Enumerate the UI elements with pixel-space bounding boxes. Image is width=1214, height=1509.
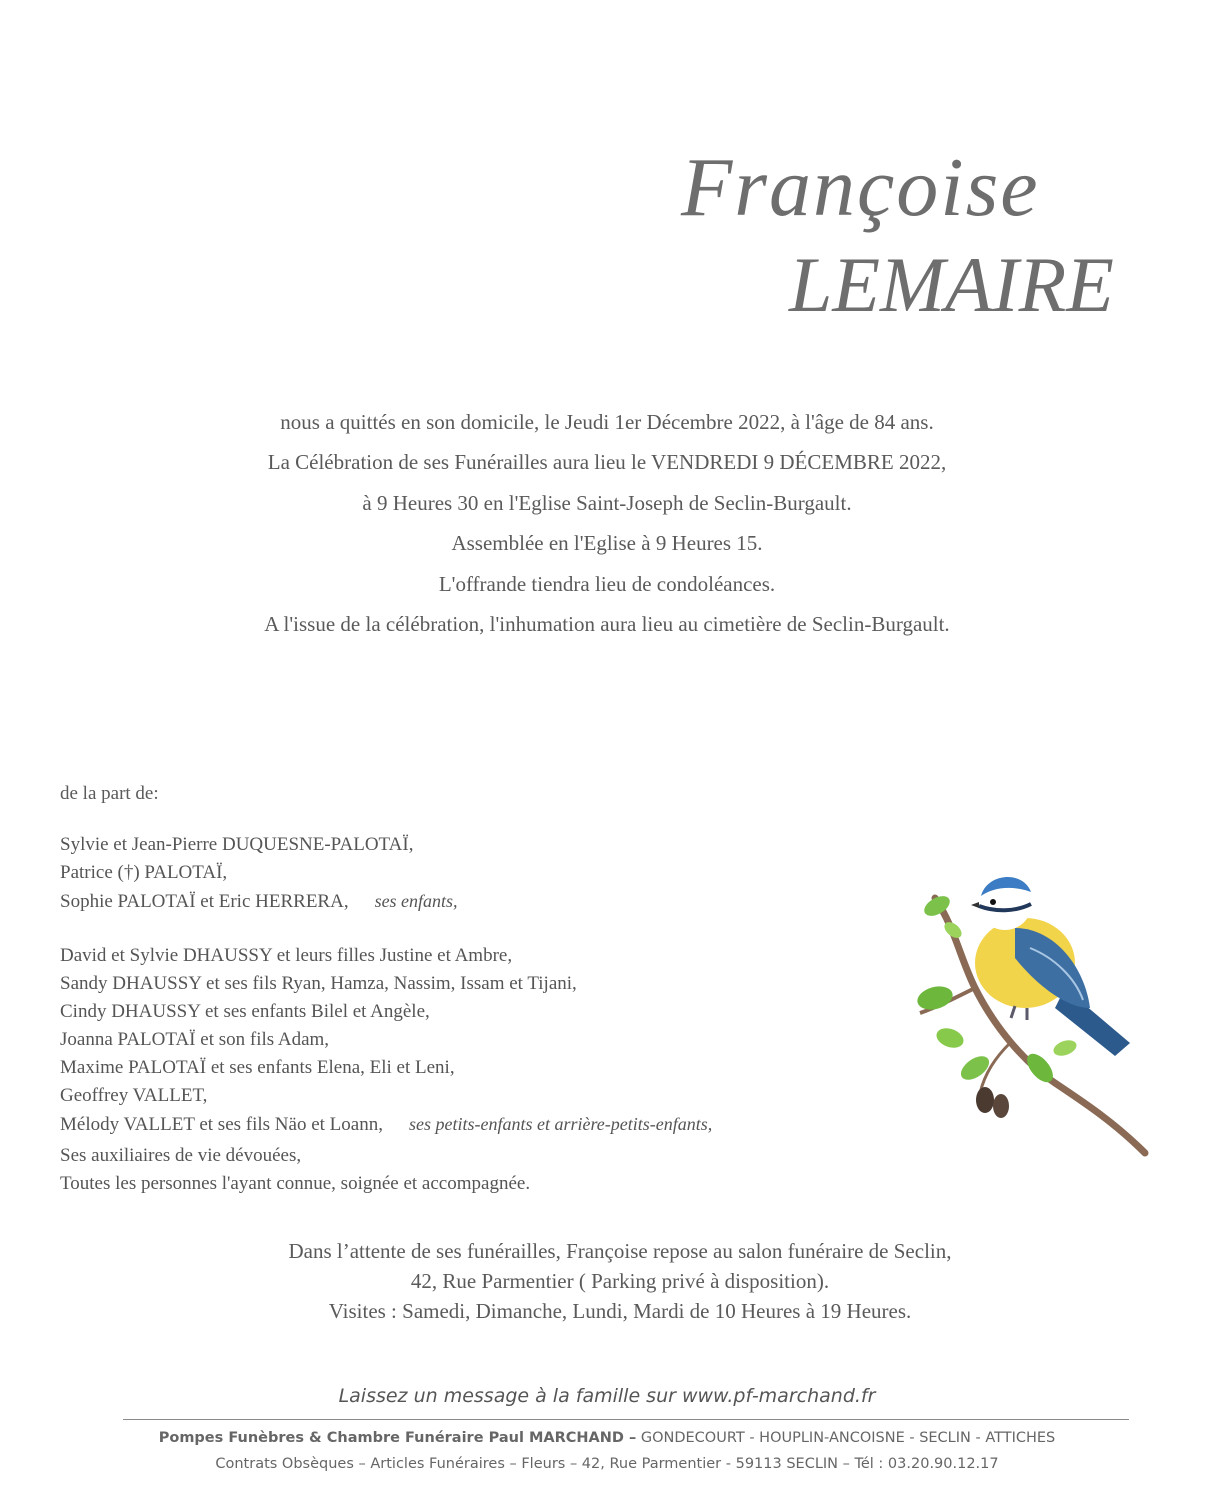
announcement-line: Assemblée en l'Eglise à 9 Heures 15. — [451, 531, 763, 556]
family-line: Cindy DHAUSSY et ses enfants Bilel et Angèle, — [60, 1001, 430, 1022]
condolence-message: Laissez un message à la famille sur www.pf-marchand.fr — [338, 1385, 876, 1407]
family-line: Sylvie et Jean-Pierre DUQUESNE-PALOTAÏ, — [60, 834, 414, 855]
family-line: Ses auxiliaires de vie dévouées, — [60, 1145, 302, 1166]
family-line: Sandy DHAUSSY et ses fils Ryan, Hamza, Nassim, Issam et Tijani, — [60, 973, 577, 994]
family-line: Patrice (†) PALOTAÏ, — [60, 862, 228, 883]
children-list — [60, 831, 458, 916]
blue-tit-bird-illustration — [915, 868, 1150, 1158]
footer-divider — [123, 1419, 1129, 1420]
wake-line: Dans l’attente de ses funérailles, Françoise repose au salon funéraire de Seclin, — [288, 1239, 952, 1263]
others-list — [60, 1142, 530, 1198]
family-line: Geoffrey VALLET, — [60, 1085, 208, 1106]
deceased-first-name: Françoise — [681, 141, 1040, 234]
wake-info — [120, 1236, 1120, 1326]
announcement-line: à 9 Heures 30 en l'Eglise Saint-Joseph de Seclin-Burgault. — [362, 490, 852, 515]
family-line: David et Sylvie DHAUSSY et leurs filles Justine et Ambre, — [60, 945, 513, 966]
announcement-block — [0, 402, 1214, 644]
family-line: Sophie PALOTAÏ et Eric HERRERA, ses enfants, — [60, 891, 458, 912]
family-line: Toutes les personnes l'ayant connue, soignée et accompagnée. — [60, 1173, 531, 1194]
footer-company-line — [0, 1430, 1214, 1446]
family-line: Maxime PALOTAÏ et ses enfants Elena, Eli et Leni, — [60, 1057, 455, 1078]
company-locations: GONDECOURT - HOUPLIN-ANCOISNE - SECLIN - ATTICHES — [640, 1430, 1056, 1446]
family-line: Mélody VALLET et ses fils Näo et Loann, ses petits-enfants et arrière-petits-enfants, — [60, 1114, 713, 1135]
announcement-line: A l'issue de la célébration, l'inhumation aura lieu au cimetière de Seclin-Burgault. — [264, 612, 950, 637]
from-label: de la part de: — [60, 783, 159, 804]
grandchildren-role: ses petits-enfants et arrière-petits-enfants, — [408, 1114, 713, 1134]
footer-services: Contrats Obsèques – Articles Funéraires – Fleurs – 42, Rue Parmentier - 59113 SECLIN – Tél : 03.20.90.12.17 — [215, 1456, 999, 1472]
family-line: Joanna PALOTAÏ et son fils Adam, — [60, 1029, 330, 1050]
children-role: ses enfants, — [374, 891, 458, 911]
announcement-line: L'offrande tiendra lieu de condoléances. — [438, 571, 776, 596]
announcement-line: nous a quittés en son domicile, le Jeudi 1er Décembre 2022, à l'âge de 84 ans. — [280, 410, 934, 434]
grandchildren-list — [60, 942, 712, 1139]
wake-line: 42, Rue Parmentier ( Parking privé à disposition). — [410, 1269, 830, 1293]
announcement-line: La Célébration de ses Funérailles aura lieu le VENDREDI 9 DÉCEMBRE 2022, — [267, 450, 947, 475]
wake-line: Visites : Samedi, Dimanche, Lundi, Mardi de 10 Heures à 19 Heures. — [328, 1299, 912, 1323]
company-name: Pompes Funèbres & Chambre Funéraire Paul MARCHAND – — [158, 1430, 637, 1446]
deceased-last-name: LEMAIRE — [789, 241, 1114, 328]
